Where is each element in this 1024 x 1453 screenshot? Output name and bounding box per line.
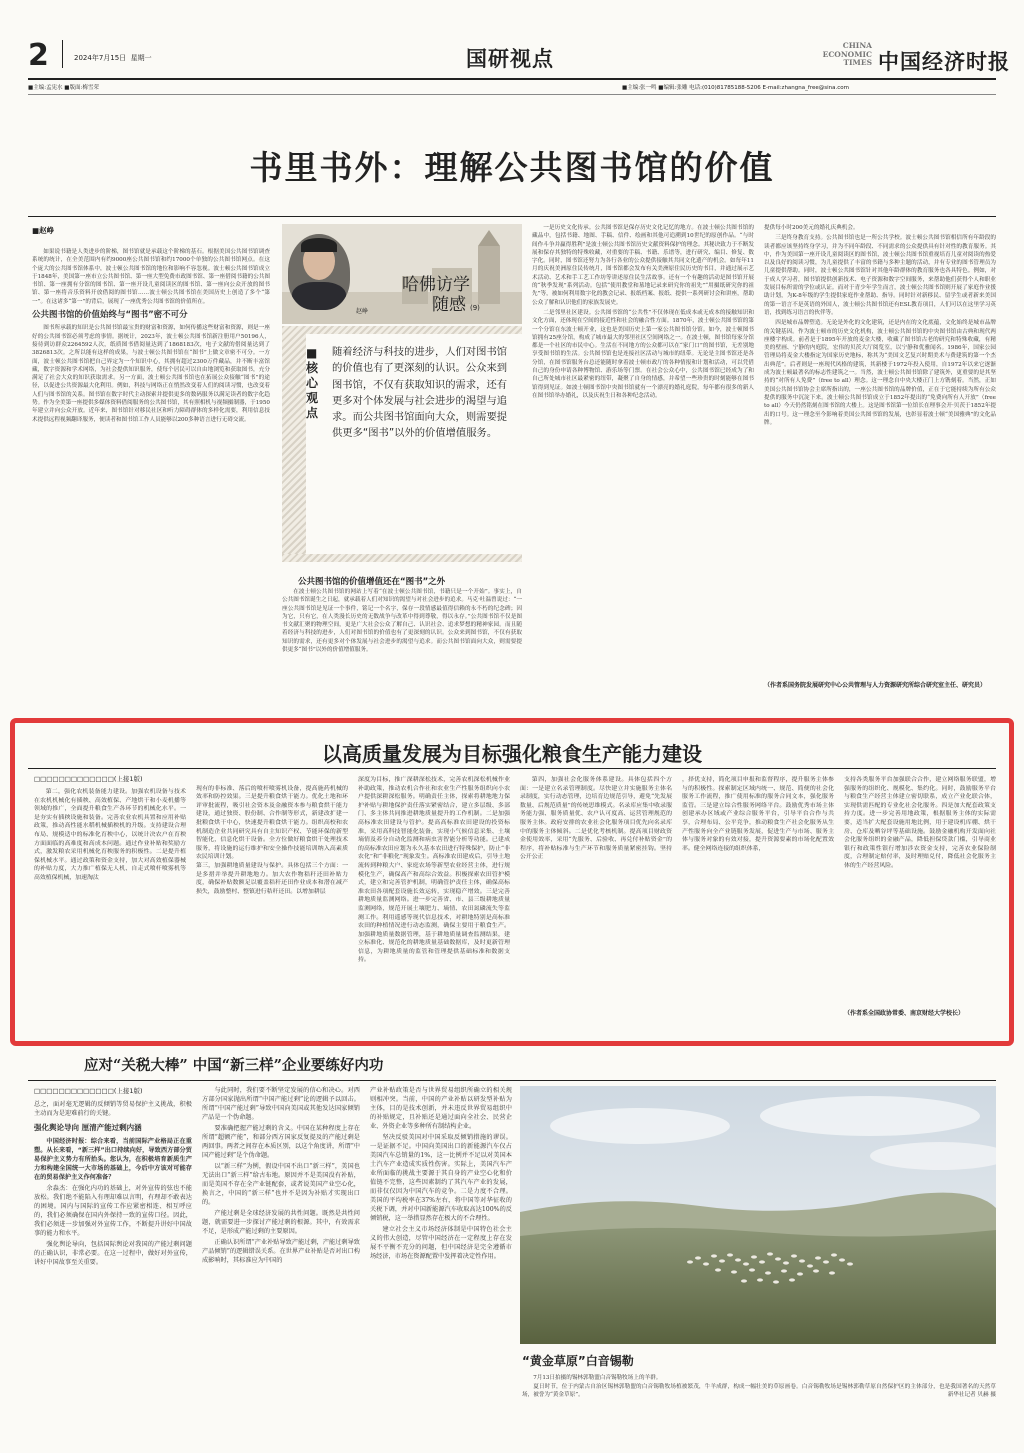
paragraph: 在波士顿公共图书馆的网站上写着“在波士顿公共图书馆，书籍只是一个开始”。事实上，自公共图书馆诞生之日起，就承载着人们对知识的渴望与对社会进步的追求。马克·吐温曾说过：“一座公共图书馆是见证一个事件，铭记一个名字，保存一段情感最值得信赖的永不朽的纪念碑；因为它，只有它，在人类漫长历史的无数战争与改革中得到尊敬，得以永存。”公共图书馆不仅是图书文献汇聚的物理空间，更是广大社会公众了解自己、认识社会、追求梦想的精神家园。而且随着经济与科技的进步，人们对图书馆的价值也有了更深刻的认识。公众来到图书馆，不仅有获取知识的需求，还有更多对个体发展与社会进步的渴望与追求。而公共图书馆面向大众，则需要提供更多“图书”以外的价值增值服务。 — [282, 589, 522, 654]
grain-byline: （作者系全国政协常委、南京财经大学校长） — [844, 1010, 965, 1017]
main-col-2 — [282, 588, 522, 706]
logo-cn: 中国经济时报 — [878, 49, 1010, 74]
core-text: 随着经济与科技的进步，人们对图书馆的价值也有了更深刻的认识。公众来到图书馆，不仅有获取知识的需求，还有更多对个体发展与社会进步的渴望与追求。而公共图书馆面向大众，则需要提供更多“图书”以外的价值增值服务。 — [332, 346, 508, 440]
logo-en-line: TIMES — [843, 58, 872, 67]
banner-num: (9) — [470, 304, 480, 312]
logo-en — [818, 42, 872, 68]
paragraph: 四是城市品牌塑造。无论是外化的文化建筑，还是内在的文化底蕴，文化始终是城市品牌的关键基因。作为波士顿市的历史文化机构，波士顿公共图书馆的中央图书馆由古典和现代两座楼宇构成。前者是于1895年开放的麦金大楼，收藏了图书馆古老的研究和特殊收藏，有精美的壁画、宁静的内庭院，宏伟的贝茨大厅阅览室，以宁静和优雅闻名。1986年，国家公园管理局将麦金大楼指定为国家历史地标，称其为“美国文艺复兴时期美术与费建筑的第一个杰出典范”。后者则是一座现代风格的建筑，其新楼于1972年投入使用，自1972年以来它逐渐成为波士顿最著名的标志性建筑之一。当然，波士顿公共图书馆除了建筑外，更重要的是其坚持的“对所有人免费”（free to all）理念。这一理念自中央大楼正门上方镌刻着。当然，正如美国公共图书馆协会主席所指出的，一座公共图书馆的品牌价值，正在于它能持续为所有公众提供的服务中沉淀下来。波士顿公共图书馆成立于1852年提出的“免费向所有人开放”（free to all）今天仍然铭刻在图书馆的大楼上。这是图书馆第一位馆长在理事会开·贝茨于1852年提出的口号。这一理念至今影响着美国公共图书馆的发展，也彰显着波士顿“美国雅典”的文化品牌。 — [764, 320, 996, 426]
tariff-title: 应对“关税大棒” 中国“新三样”企业要练好内功 — [84, 1057, 384, 1074]
grain-col-5 — [682, 776, 834, 1038]
paragraph: 余淼杰：在强化内功的基础上，对外宣传的弦也不能放松。我们绝不能陷入有理却难以言明，有理却不敢表达的困境。国内与国际的宣传工作应紧密相连、相互呼应的，我们必须确保在国内外保持一致的宣传口径。因此，我们必须进一步加强对外宣传工作，不断提升讲好中国故事的能力和水平。 — [34, 1185, 192, 1237]
photo-caption-line: 7月13日拍摄的锡林郭勒盟白音锡勒牧场上的羊群。 — [533, 1375, 662, 1381]
photo-caption: 赵峥 — [356, 308, 369, 315]
grain-title: 以高质量发展为目标强化粮食生产能力建设 — [322, 742, 702, 766]
main-article-title: 书里书外：理解公共图书馆的价值 — [249, 148, 775, 187]
logo-en-line: ECONOMIC — [822, 49, 872, 59]
author-photo — [288, 234, 350, 310]
weekday-text: 星期一 — [130, 54, 152, 62]
paragraph: 中国经济时报：综合来看，当前国际产业格局正在重塑。从长来看，“新三样”出口持续向好，导致西方部分贸易保护主义势力有所抬头。您认为，在积极培育新质生产力和构建全国统一大市场的基础上，今后中方该对可能存在的贸易保护主义作何准备？ — [34, 1138, 192, 1181]
paragraph: 与此同时，我们要不断坚定发展的信心和决心。对西方部分国家抛出所谓“中国产能过剩”论的逻辑予以回击。所谓“中国产能过剩”导致中国向美国或其他发达国家倾销产品是一个伪命题。 — [202, 1087, 360, 1121]
grassland-scene — [520, 1086, 996, 1344]
grain-col-1 — [34, 788, 186, 1038]
paragraph: 产业补贴政策是否与世界贸易组织所确立的相关规则相冲突。当前，中国的产业补贴以研发型补贴为主体，目的是技术创新，并未违反世界贸易组织中的补贴规定，且补贴还是通过面向全社会、民营企业、外资企业等多种所有制结构企业。 — [370, 1087, 512, 1130]
photo-credit: 新华社记者 贝赫 摄 — [947, 1392, 996, 1398]
paragraph: 正确认识所谓“产业补贴导致产能过剩，产能过剩导致产品倾销”的逻辑错误关系。在世界产业补贴是否对出口构成影响时，其标准应为中国的 — [202, 1239, 360, 1264]
masthead-rule — [28, 78, 996, 80]
editors-left: ■主编:孟宪水 ■版面:梅雪荣 — [28, 85, 99, 91]
paragraph: 提供每小时200美元的婚礼庆典机会。 — [764, 225, 859, 231]
paragraph: 要准确把握产能过剩的含义。中国在某种程度上存在所谓“超额产能”，和部分西方国家反复提及的产能过剩是两回事。两者之间存在本质区别，以这个角度讲，所谓“中国产能过剩”是个伪命题。 — [202, 1125, 360, 1159]
photo-caption-text: 夏日时节，位于内蒙古自治区锡林郭勒盟的白音锡勒牧场植被繁茂，牛羊成群，构成一幅壮美的草原画卷。白音锡勒牧场是锡林郭勒草原自然保护区的主体部分，也是我国著名的天然草场，被誉为“黄金草原”。 — [522, 1383, 996, 1398]
paragraph: 坚决反驳美国对中国采取反倾销措施的谬误。一是证据不足。中国向美国出口的新能源汽车仅占美国汽车总销量的1%，这一比例并不足以对美国本土汽车产业造成实质性伤害。实际上，美国汽车产业所面临的挑战主要源于其自身的产业空心化和价值链不完整，这些因素制约了其汽车产业的发展，而非仅仅因为中国汽车的竞争。二是力度不合理。美国的平均税率在37%左右，将中国等对华征收的关税下调，并对中国新能源汽车收取高达100%的反倾销税，这一举措显然存在极大的不合理性。 — [370, 1134, 512, 1222]
author: ■赵峥 — [32, 226, 55, 235]
date-text: 2024年7月15日 — [74, 54, 127, 62]
subhead: 强化舆论导向 厘清产能过剩内涵 — [34, 1123, 142, 1132]
logo-en-line: CHINA — [842, 41, 872, 50]
paragraph: 产能过剩是全球经济发展的共性问题。既然是共性问题，就需要进一步探讨产能过剩的根源。其中，有效需求不足，是形成产能过剩的主要原因。 — [202, 1210, 360, 1235]
photo-caption — [522, 1374, 996, 1400]
subhead: 公共图书馆的价值增值还在“图书”之外 — [298, 577, 446, 587]
editors-right: ■主编:张一鸣 ■编辑:张雕 电话:(010)81785188-5206 E-mail:zhangna_free@sina.com — [622, 85, 849, 91]
core-box — [282, 326, 522, 562]
paragraph: 现有的非标准、落后的喷杆喷雾机设备，提高施药机械的效率和防控效果。三是提升粮食烘干能力。优化土地和环评审批流程，吸引社会资本及金融资本参与粮食烘干能力建设，通过独资、股份制、合作制等形式，新建改扩建一批粮食烘干中心，快速提升粮食烘干能力。组织高校和农机制造企业共同研究具有自主知识产权、节能环保的新型智能化，信息化烘干设备。全方位做好粮食烘干处理技术服务，将设施的运行维护和安全操作技能培训纳入高素质农民培训计划。 第三，加强耕地质量建设与保护。具体包括三个方面：一是多措并举提升耕地地力。加大农作物秸秆还田补贴力度，确保补贴数额足以覆盖秸秆还田作业成本和潜在减产损失，鼓励整村、整镇进行秸秆还田。以增加耕层 — [196, 785, 348, 895]
section-title: 国研视点 — [466, 46, 554, 71]
paragraph: ，择优支持，简化项目申报和监督程序，提升服务主体参与的积极性。探索制定区域内统一、规范、简便的社会化服务工作流程，推广使用标准的服务合同文本，强化服务监管。三是建立综合性服务网络平台。鼓励优秀市场主体创建承办区域或产业综合服务平台，引导平台合作与共享，合理布局、公平竞争，推动粮食生产社会化服务从生产性服务向全产业链服务发展，促进生产与市场、服务主体与服务对象的有效对接，提升资源要素的市场化配置效率。健全网络连接的组织体系， — [682, 777, 834, 852]
photo-title: “黄金草原”白音锡勒 — [522, 1354, 634, 1368]
paragraph: 强化舆论导向，包括国际舆论对我国的产能过剩问题的正确认识，非常必要。在这一过程中，做好对外宣传，讲好中国故事至关重要。 — [34, 1241, 192, 1266]
paragraph: 第四，加强社会化服务体系建设。具体包括四个方面：一是建立名录管理制度。尽快建立并实施服务主体名录制度，实行动态管理，边培育边规范引导，避免“先发展数量、后规范质量”的传统思维模式。名录库应集中收录服务能力强、服务质量优、农户认可度高、运营管理规范的服务主体。政府安排的农业社会化服务项目优先向名录库中的服务主体倾斜。二是优化考核机制。提高项目财政资金使用效率，采用“先服务、后验收、再兑付补贴资金”的程序，将补贴标准与生产环节和服务质量紧密挂钩。坚持公开公正 — [520, 777, 672, 861]
tariff-col-2 — [202, 1086, 360, 1430]
paragraph: 一是历史文化传承。公共图书馆是保存历史文化记忆的地方。在波士顿公共图书馆的藏品中，包括书籍、地图、手稿、信件、绘画和其他可追溯到10世纪的原创作品。“与时间作斗争并赢得胜利”是波士顿公共图书馆历史文献资料保护的理念。其秘诀致力于不断发展和保存其独特的特殊收藏，对重要的手稿、书籍、乐谱等，进行研究、编目、修复、数字化。同时，图书馆还努力为各行各业的公众提供接触其共同文化遗产的机会。如每年11月的庆祝美洲原住民传统月，图书馆都会发布有关美洲原住民历史的书目，并通过展示艺术活动、艺术和手工艺工作坊等讲述原住民生活故事。还有一个有趣的活动是图书馆开展的“秋季发现”系列活动。包括“使用教堂和墓地记录来研究你的祖先”“用摄纸研究你的祖先”等，被如何利用数字化的教会记录、报纸档案、报纸、提供一系列研讨会和讲座，帮助公众了解和认识他们的家族发展史。 — [532, 225, 754, 306]
grain-continued: □□□□□□□□□□□□□(上接1版) — [34, 775, 143, 783]
paragraph: 二是邻里社区建设。公共图书馆的“公共性”不仅体现在低成本或无成本的接触知识和文化方面，还体现在空间的接近性和社会的融合性方面。1870年，波士顿公共图书馆的第一个分馆在东波士顿开业，这也是美国历史上第一家公共图书馆分馆。如今，波士顿图书馆拥有25座分馆，构成了城市最大的邻里社区空间网络之一。在波士顿，图书馆每家分馆都是一个社区的市民中心。生活在不同地方的公众都可以在“家门口”的图书馆，无差别地享受图书馆的生活。公共图书馆也是连接社区活动与城市的纽带。无论是主图书馆还是各分馆，在图书馆服务台总还能随时拿着波士顿市政厅的各种情报和计划和活动，可以凭借自己的身份申请各种博物馆、游乐场等门票。在社会公众心中，公共图书馆已经成为了和自己所处城市社区最紧密的纽带，凝聚了自身的情感，并希望一些珍贵的时刻能够在图书馆得到见证。如波士顿图书馆中央图书馆就有一个漂亮的婚礼庭院，每年都有很多的新人在图书馆举办婚礼，以及庆祝生日和各种纪念活动。 — [532, 309, 754, 399]
grain-col-2 — [196, 776, 348, 1038]
tariff-rule — [28, 1080, 996, 1081]
page-number-divider — [62, 40, 63, 68]
grassland-photo — [520, 1086, 996, 1344]
paragraph: 第二，强化农机装备能力建设。加强农机设备与技术在农机机械化有插秧、高效植保、产地烘干和小麦机播等领域的推广，全面提升粮食生产各环节的机械化水平。一是夯实有插秧设施和装备。完善农业农机具置和应用补贴政策，推动高性能水稻机械插秧机的升级。支持建设合理布局、规模适中的标准化育秧中心，以统计决农户在育秧方面面临的高难度和高成本问题。通过作业补贴和奖励方式，激发粮农采用机械化育秧服务的积极性。二是提升植保机械水平。通过政策和资金支持，加大对高效植保器械的补贴力度，大力推广植保无人机、自走式喷杆喷雾机等高效植保机械，加速淘汰 — [34, 789, 186, 881]
grain-col-6 — [844, 776, 996, 1008]
paragraph: 图书所承载的知识是公共图书馆最宝贵的财富和资源，如何传播这些财富和资源，则是一座好的公共图书馆必须考虑的事情。据统计，2023年，波士顿公共图书馆新注册用户50196人，接待到访群众2264592人次，纸质图书借阅量达到了1868183次，电子文献的借阅量达到了3826813次。之所以能有这样的成果，与波士顿公共图书馆在“图书”上做文章密不可分。一方面，波士顿公共图书馆把自己界定为一个知识中心，其拥有超过2300万件藏品，并不断丰富馆藏，数字资源和学术网络，为社会提供知识服务，使每个居民可以自由地浏览和获取图书，充分满足了社会大众的知识获取需求。另一方面，波士顿公共图书馆也在拓展公众接触“图书”的途径，以促进公共资源最大化利用。例如，科技与网络正在悄然改变着人们的阅读习惯，也改变着人们与图书馆的关系。图书馆在数字时代主动探索并提供更多的数码服务以满足读者的数字化趋势。作为全美第一座提供多媒体资料借阅服务的公共图书馆，其有照相机与视频摄制器，于1950年建立并向公众开放。近年来，图书馆针对移民社区和听力障碍群体的多样化需要，利用信息技术提供远程视频翻译服务，便读者和图书馆工作人员能够以200多种语言进行无碍交流。 — [32, 325, 270, 423]
banner-name: 哈佛访学 — [402, 275, 470, 295]
grain-col-4 — [520, 776, 672, 1038]
column-banner — [282, 224, 522, 324]
issue-date — [74, 53, 152, 63]
subhead: 公共图书馆的价值始终与“图书”密不可分 — [32, 310, 188, 321]
grain-rule — [28, 768, 996, 769]
masthead-rule-thin — [28, 94, 996, 95]
paragraph: 建立社会主义市场经济体制是中国特色社会主义的伟大创造，尽管中国经济在一定程度上存在发展不平衡不充分的问题，但中国经济是完全遵循市场经济，市场在资源配置中发挥着决定性作用。 — [370, 1226, 512, 1260]
tariff-continued: □□□□□□□□□□□□□(上接1版) — [34, 1087, 143, 1095]
main-col-1 — [32, 248, 270, 706]
banner-sub-text: 随感 — [432, 295, 466, 315]
title-rule — [28, 216, 996, 217]
main-byline: （作者系国务院发展研究中心公共管理与人力资源研究所综合研究室主任、研究员） — [764, 682, 987, 689]
main-col-3 — [532, 224, 754, 706]
grain-col-3 — [358, 776, 510, 1038]
paragraph: 以“新三样”为例，假设中国不出口“新三样”，美国也无法出口“新三样”给古布地。原因并不是美国没有补贴，而是美国不存在全产业链配套，或者说美国产业空心化，换言之，中国的“新三样”也并不是因为补贴才实现出口的。 — [202, 1163, 360, 1206]
tariff-col-1 — [34, 1100, 192, 1430]
paragraph: 如果说书籍是人类进步的阶梯，图书馆就是承载这个阶梯的基石。根据美国公共图书馆调查系统的统计，在全美范围内有约9000座公共图书馆和约17000个单独的公共图书馆网点。在这个庞大的公共图书馆体系中，波士顿公共图书馆的地位和影响不容忽视。波士顿公共图书馆成立于1848年，美国第一座市立公共图书馆、第一座大型免费市政图书馆、第一座借阅书籍的公共图书馆、第一座拥有分馆的图书馆、第一座开设儿童阅读区的图书馆、第一座向公众开放的图书馆、第一座将音乐资料开放借阅的图书馆……波士顿公共图书馆在美国历史上创造了多个“第一”。在这诸多“第一”的背后，展现了一座优秀公共图书馆的价值所在。 — [32, 249, 270, 305]
page-number: 2 — [28, 38, 49, 73]
core-label: ■核心观点 — [306, 346, 319, 420]
main-col-4 — [764, 224, 996, 678]
paragraph: 深度为目标，推广深耕深松技术，完善农机深松机械作业补助政策，推动农机合作社和农业生产性服务组织向小农户提供深耕深松服务。明确责任主体，探索将耕地地力保护补贴与耕地保护责任落实紧密结合，建立多层级、多部门、多主体共同推进耕地质量提升的工作机制。二是加强高标准农田建设与管护。提高高标准农田建设的投资标准，采用高科技智能化装备，实现小气候信息采集、土壤墒情及养分自动化监测和病虫害智能分析等功能。已建成的高标准农田应划为永久基本农田进行特殊保护，防止“非农化”和“非粮化”现象发生。高标准农田建成后，引导土地流转到种粮大户、家庭农场等新型农业经营主体，进行规模化生产，确保高产和高综合效益。积极探索农田管护模式，建立和完善管护机制，明确管护责任主体，确保高标准农田各项配套设施长效运转，实现稳产增效。三是完善耕地质量监测网络。进一步完善省、市、县三级耕地质量监测网络，规范开展土壤肥力、墒情、农田氮磷流失等监测工作。利用遥感等现代信息技术，对耕地特别是高标准农田的种植情况进行动态监测，确保主要用于粮食生产。加强耕地质量数据管理，基于耕地质量调查监测结果，建立标准化、规范化的耕地质量基础数据库，及时更新管理信息，为耕地质量的监管和管理提供基础标准和数据支持。 — [358, 777, 510, 964]
paragraph: 总之，面对毫无逻辑的反倾销等贸易保护主义挑战，积极主动而为是迎难前行的关键。 — [34, 1101, 192, 1117]
core-label-text: 核心观点 — [306, 361, 319, 420]
photo-caption-line — [522, 1383, 996, 1400]
paragraph: 三是终身教育支持。公共图书馆也是一所公共学校。波士顿公共图书馆相信所有年龄段的读者都应该坚持终身学习，并为不同年龄段、不同需求的公众提供具有针对性的教育服务。其中，作为美国第一座开设儿童阅读区的图书馆，波士顿公共图书馆重视培育儿童对阅读的热爱以及良好的阅读习惯，为儿童提供了丰富的书籍与多种主题的活动，并有专业的图书管理员为儿童提供帮助。同时，波士顿公共图书馆针对其他年龄群体的教育服务也各具特色。例如，对于成人学习者，图书馆提供创新技术、电子资源和数字空间服务，来帮助他们获得个人和职业发展目标所需的学位或认证。而对于青少年学生而言，波士顿公共图书馆则开展了家庭作业援助计划，为K-8年级的学生提供家庭作业帮助、指导。同时针对新移民、留学生或者新来美国的第一语言不是英语的外国人，波士顿公共图书馆还有ESL教育项目，人们可以在这里学习英语，找到练习语言的伙伴等。 — [764, 235, 996, 316]
banner-sub — [432, 290, 480, 315]
tariff-col-3 — [370, 1086, 512, 1430]
paragraph: 支持各类服务平台加强联合合作，建立网络服务联盟，增强服务的组织化、规模化、集约化。同时，鼓励服务平台与粮食生产经营主体建立密切联系，成立产业化联合体，实现供需匹配的专业化社会化服务。四是加大配套政策支持力度。进一步完善用地政策，根据服务主体的实际需要，适当扩大配套设施用地比例，用于建设机库棚、烘干房、仓库及晒谷坪等基础设施。鼓励金融机构开发面向社会化服务组织的金融产品，降低担保贷款门槛，引导商业银行和政策性银行增加涉农资金支持，完善农业保险制度，合理制定赔付率，及时理赔兑付，降低社会化服务主体的生产经营风险。 — [844, 777, 996, 869]
